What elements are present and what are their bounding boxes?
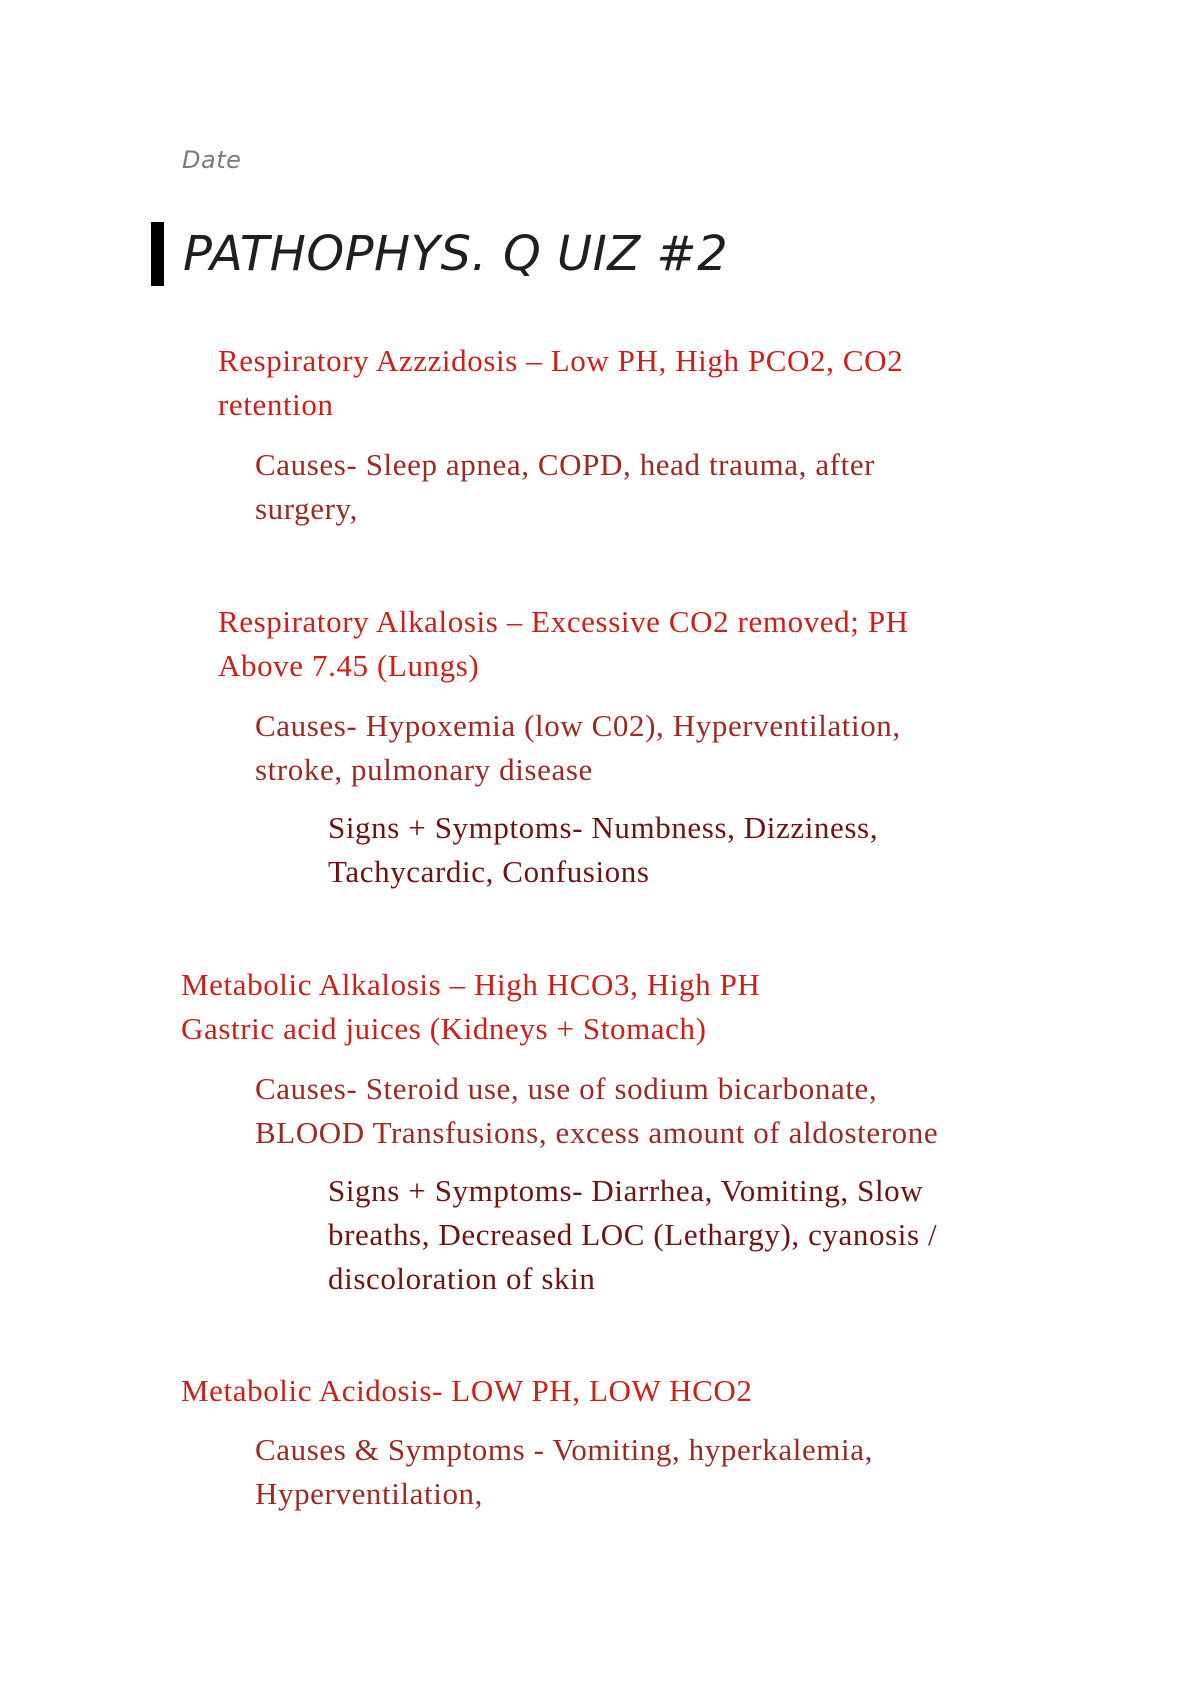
section-4-causes-line: Causes & Symptoms - Vomiting, hyperkalemia, <box>255 1432 873 1467</box>
section-1-causes-line: surgery, <box>255 491 358 526</box>
section-2-causes <box>255 704 901 792</box>
page-title: PATHOPHYS. Q UIZ #2 <box>183 226 729 282</box>
section-2-signs-line: Signs + Symptoms- Numbness, Dizziness, <box>328 810 879 845</box>
section-1-heading-line: Respiratory Azzzidosis – Low PH, High PCO2, CO2 <box>218 343 904 378</box>
section-3-heading <box>181 963 760 1051</box>
section-2-causes-line: Causes- Hypoxemia (low C02), Hyperventilation, <box>255 708 901 743</box>
section-1-causes <box>255 443 875 531</box>
section-3-heading-line: Metabolic Alkalosis – High HCO3, High PH <box>181 967 761 1002</box>
section-2-signs-line: Tachycardic, Confusions <box>328 854 650 889</box>
section-4-causes-line: Hyperventilation, <box>255 1476 484 1511</box>
section-3-signs-line: Signs + Symptoms- Diarrhea, Vomiting, Slow <box>328 1173 924 1208</box>
section-2-heading-line: Respiratory Alkalosis – Excessive CO2 removed; PH <box>218 604 909 639</box>
date-label: Date <box>182 146 242 174</box>
section-1-heading <box>218 339 903 427</box>
section-1-heading-line: retention <box>218 387 334 422</box>
section-3-causes <box>255 1067 938 1155</box>
section-3-causes-line: Causes- Steroid use, use of sodium bicarbonate, <box>255 1071 878 1106</box>
section-2-causes-line: stroke, pulmonary disease <box>255 752 593 787</box>
section-3-signs-line: discoloration of skin <box>328 1261 596 1296</box>
section-3-signs-line: breaths, Decreased LOC (Lethargy), cyanosis / <box>328 1217 938 1252</box>
section-2-heading-line: Above 7.45 (Lungs) <box>218 648 480 683</box>
title-accent-bar <box>151 222 164 286</box>
section-2-heading <box>218 600 909 688</box>
section-4-causes <box>255 1428 873 1516</box>
section-2-signs <box>328 806 878 894</box>
section-3-signs <box>328 1169 937 1301</box>
section-4-heading-line: Metabolic Acidosis- LOW PH, LOW HCO2 <box>181 1373 753 1408</box>
section-3-causes-line: BLOOD Transfusions, excess amount of aldosterone <box>255 1115 939 1150</box>
section-3-heading-line: Gastric acid juices (Kidneys + Stomach) <box>181 1011 707 1046</box>
section-1-causes-line: Causes- Sleep apnea, COPD, head trauma, after <box>255 447 876 482</box>
section-4-heading <box>181 1369 753 1413</box>
